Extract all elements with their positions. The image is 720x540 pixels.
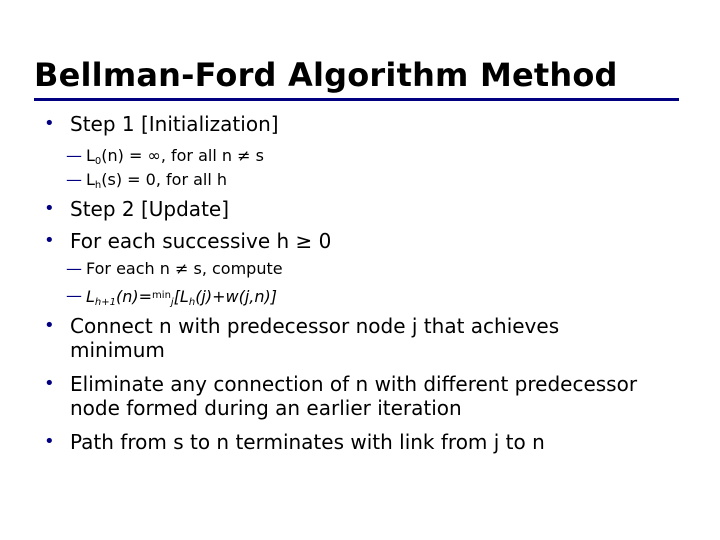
l-symbol: L [86, 170, 95, 189]
dash-icon: — [66, 286, 82, 305]
bullet-dot-icon: • [44, 230, 55, 251]
formula [86, 286, 277, 313]
bullet-dot-icon: • [44, 373, 55, 394]
bullet-dot-icon: • [44, 198, 55, 219]
formula-rhs-rest: (j)+w(j,n)] [195, 287, 278, 306]
subscript: h [94, 180, 102, 191]
formula-min: min [152, 290, 171, 301]
dash-icon: — [66, 146, 82, 165]
expression: (n) = ∞, for all n ≠ s [101, 146, 264, 165]
bullet-text: Step 1 [Initialization] [70, 112, 279, 136]
expression: (s) = 0, for all h [101, 170, 228, 189]
formula-rhs-subscript: h [188, 297, 196, 308]
l-symbol: L [86, 146, 95, 165]
dash-icon: — [66, 259, 82, 278]
formula-lhs: L [86, 287, 95, 306]
formula-min-subscript: j [170, 297, 174, 308]
sub-bullet-text: For each n ≠ s, compute [86, 259, 283, 278]
title-underline [34, 98, 679, 101]
sub-bullet-text [86, 146, 264, 172]
dash-icon: — [66, 170, 82, 189]
bullet-dot-icon: • [44, 315, 55, 336]
subscript: 0 [94, 156, 102, 167]
formula-rhs-open: [L [173, 287, 189, 306]
formula-lhs-rest: (n)= [116, 287, 153, 306]
bullet-text: Eliminate any connection of n with different predecessor node formed during an earlier iteration [70, 372, 638, 420]
formula-lhs-subscript: h+1 [94, 297, 117, 308]
bullet-dot-icon: • [44, 113, 55, 134]
sub-bullet-text [86, 170, 227, 196]
bullet-text: Step 2 [Update] [70, 197, 230, 221]
bullet-text: Connect n with predecessor node j that achieves minimum [70, 314, 560, 362]
bullet-text: Path from s to n terminates with link from j to n [70, 430, 545, 454]
bullet-dot-icon: • [44, 431, 55, 452]
slide-title: Bellman-Ford Algorithm Method [34, 56, 618, 94]
bullet-text: For each successive h ≥ 0 [70, 229, 332, 253]
